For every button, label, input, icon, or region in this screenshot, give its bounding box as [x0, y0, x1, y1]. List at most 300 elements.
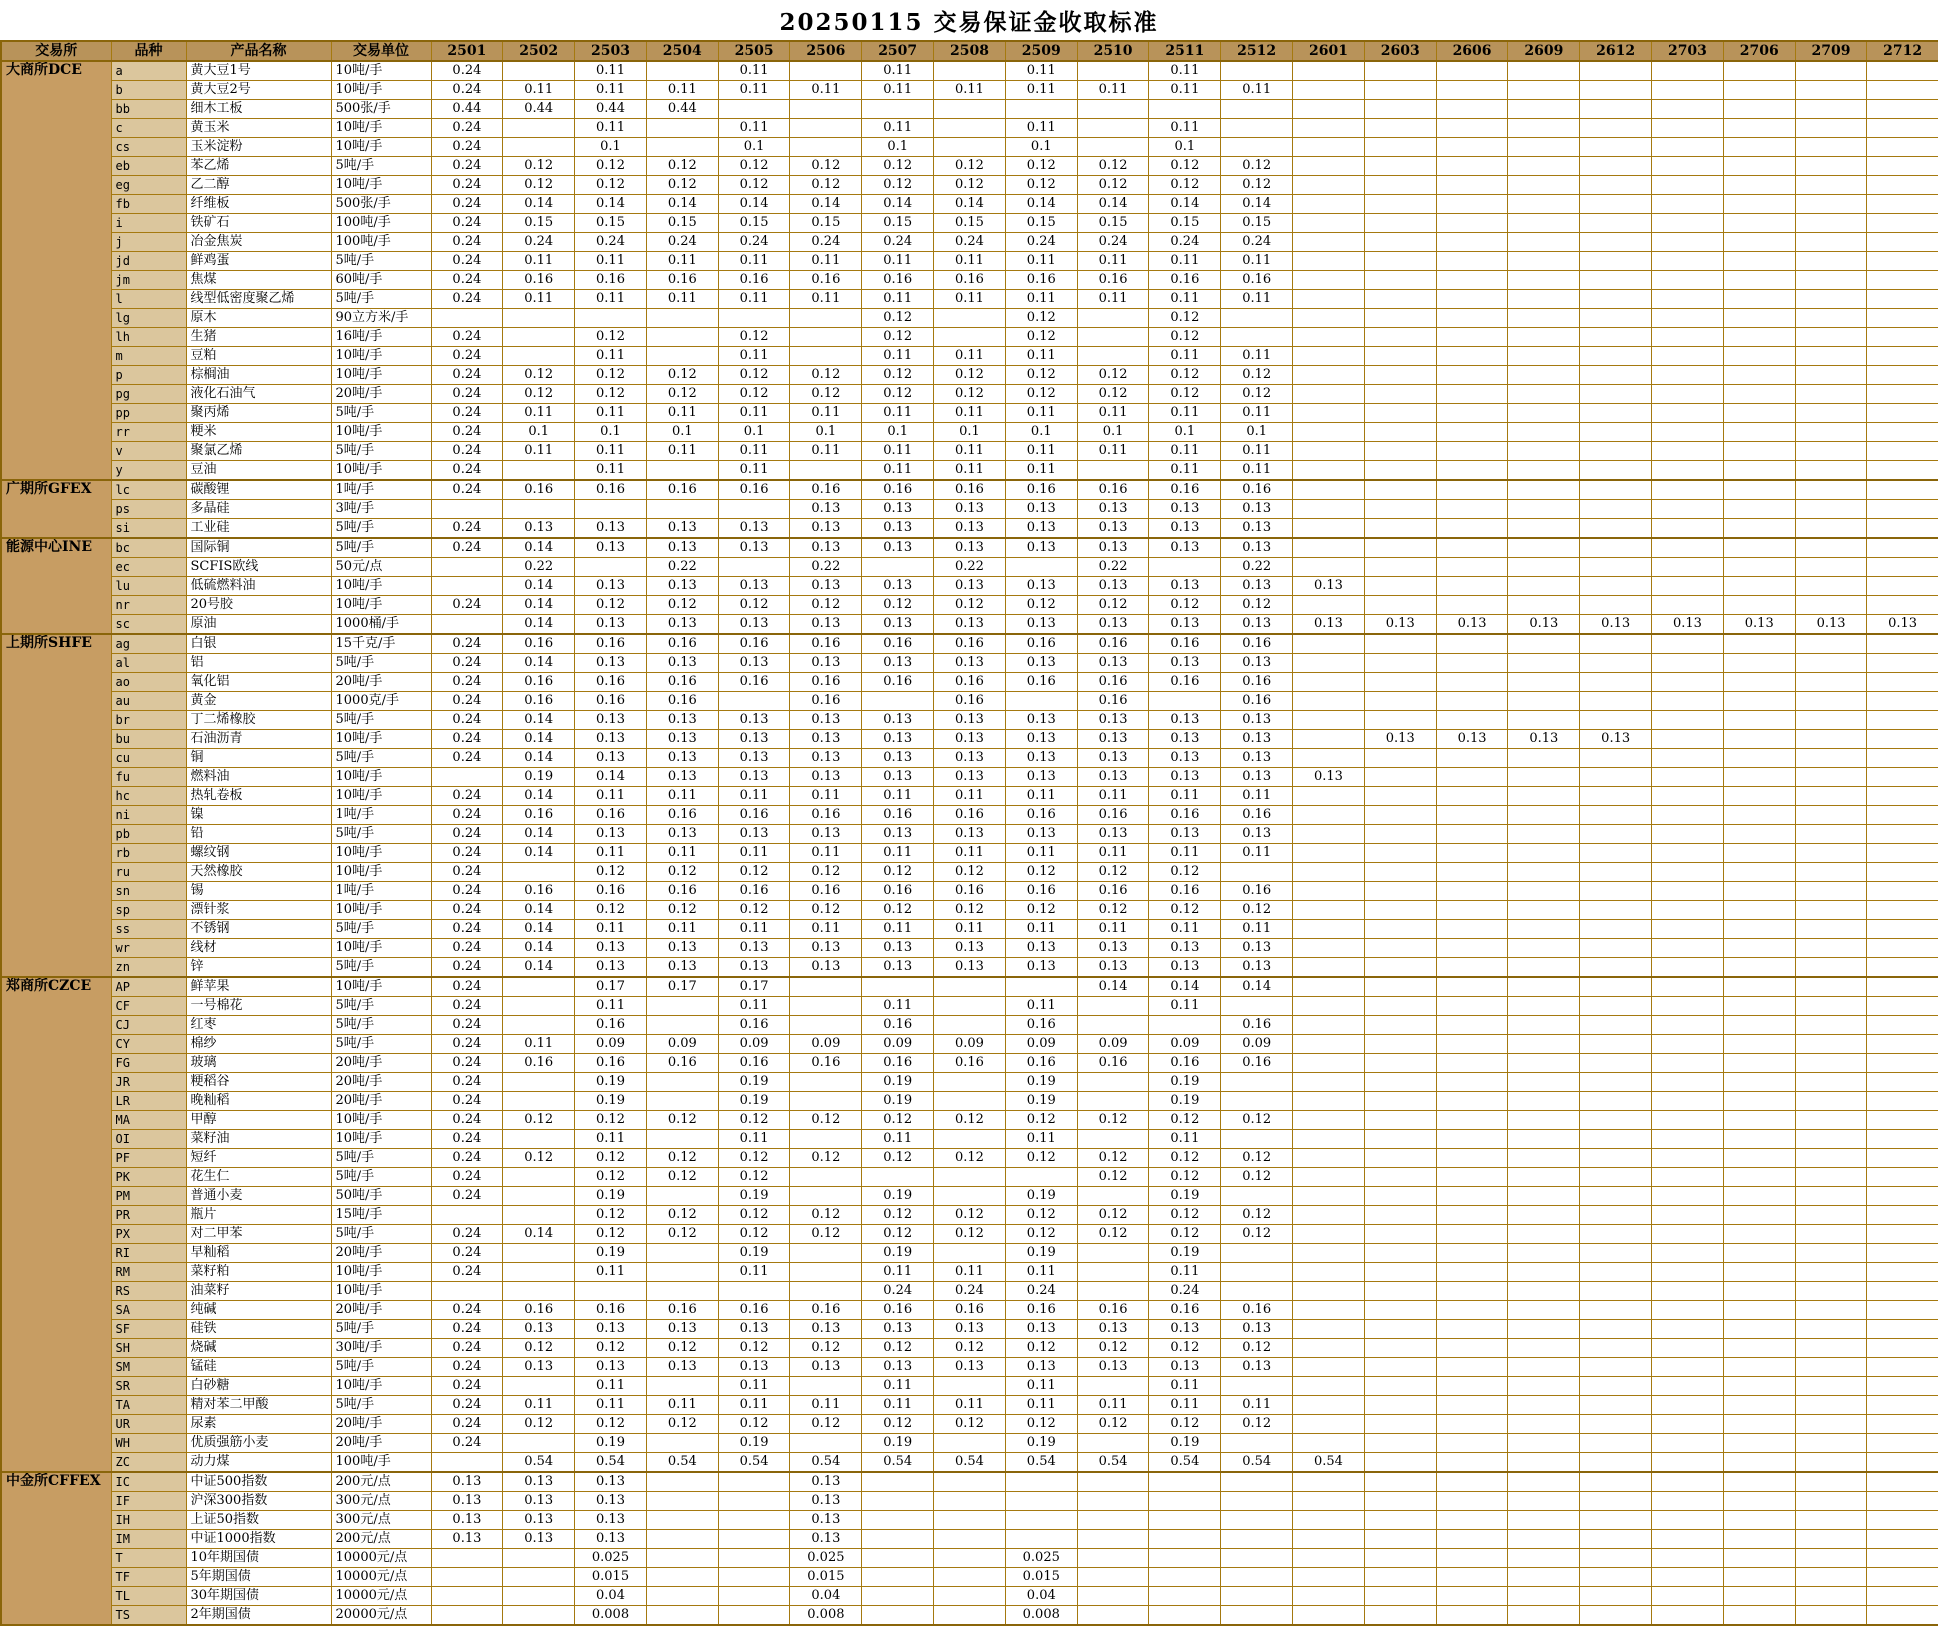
margin-cell[interactable]	[1867, 806, 1938, 825]
unit-cell[interactable]: 15吨/手	[331, 1206, 431, 1225]
margin-cell[interactable]	[1867, 81, 1938, 100]
margin-cell[interactable]	[790, 1377, 862, 1396]
margin-cell[interactable]: 0.24	[431, 1263, 503, 1282]
margin-cell[interactable]: 0.13	[575, 1511, 647, 1530]
variety-code-cell[interactable]: TL	[111, 1587, 186, 1606]
margin-cell[interactable]	[1795, 825, 1867, 844]
margin-cell[interactable]	[1580, 328, 1652, 347]
margin-cell[interactable]	[1795, 1263, 1867, 1282]
margin-cell[interactable]	[1795, 1035, 1867, 1054]
margin-cell[interactable]: 0.12	[718, 1206, 790, 1225]
margin-cell[interactable]: 0.24	[431, 1244, 503, 1263]
margin-cell[interactable]: 0.04	[575, 1587, 647, 1606]
month-header-2506[interactable]: 2506	[790, 41, 862, 61]
margin-cell[interactable]	[1364, 480, 1436, 500]
margin-cell[interactable]	[934, 1434, 1006, 1453]
product-name-cell[interactable]: 红枣	[186, 1016, 331, 1035]
margin-cell[interactable]	[1723, 233, 1795, 252]
margin-cell[interactable]: 0.11	[1005, 252, 1077, 271]
margin-cell[interactable]	[718, 1530, 790, 1549]
margin-cell[interactable]: 0.13	[934, 958, 1006, 978]
margin-cell[interactable]: 0.54	[1149, 1453, 1221, 1473]
margin-cell[interactable]: 0.24	[431, 138, 503, 157]
exchange-cell[interactable]: 广期所GFEX	[1, 480, 111, 538]
margin-cell[interactable]: 0.12	[790, 1111, 862, 1130]
margin-cell[interactable]	[1436, 558, 1508, 577]
margin-cell[interactable]	[1077, 461, 1149, 481]
margin-cell[interactable]	[1652, 290, 1724, 309]
margin-cell[interactable]	[1723, 844, 1795, 863]
margin-cell[interactable]	[1436, 423, 1508, 442]
margin-cell[interactable]: 0.16	[790, 882, 862, 901]
margin-cell[interactable]: 0.13	[790, 1472, 862, 1492]
margin-cell[interactable]	[1867, 309, 1938, 328]
margin-cell[interactable]	[1364, 81, 1436, 100]
variety-code-cell[interactable]: nr	[111, 596, 186, 615]
margin-cell[interactable]: 0.11	[718, 442, 790, 461]
margin-cell[interactable]	[1723, 347, 1795, 366]
margin-cell[interactable]	[1364, 309, 1436, 328]
margin-cell[interactable]	[1364, 825, 1436, 844]
margin-cell[interactable]: 0.13	[1149, 500, 1221, 519]
margin-cell[interactable]	[1293, 404, 1365, 423]
column-header-product[interactable]: 产品名称	[186, 41, 331, 61]
margin-cell[interactable]	[1077, 309, 1149, 328]
margin-cell[interactable]: 0.16	[862, 271, 934, 290]
margin-cell[interactable]: 0.13	[1436, 730, 1508, 749]
margin-cell[interactable]: 0.15	[718, 214, 790, 233]
margin-cell[interactable]	[1652, 423, 1724, 442]
month-header-2504[interactable]: 2504	[646, 41, 718, 61]
margin-cell[interactable]: 0.11	[862, 787, 934, 806]
margin-cell[interactable]: 0.13	[862, 538, 934, 558]
product-name-cell[interactable]: 铝	[186, 654, 331, 673]
margin-cell[interactable]	[1795, 423, 1867, 442]
margin-cell[interactable]: 0.54	[1293, 1453, 1365, 1473]
margin-cell[interactable]: 0.16	[503, 634, 575, 654]
month-header-2709[interactable]: 2709	[1795, 41, 1867, 61]
margin-cell[interactable]: 0.12	[862, 1225, 934, 1244]
margin-cell[interactable]: 0.11	[862, 1263, 934, 1282]
product-name-cell[interactable]: 镍	[186, 806, 331, 825]
margin-cell[interactable]	[1867, 1206, 1938, 1225]
margin-cell[interactable]	[1867, 1054, 1938, 1073]
margin-cell[interactable]	[1364, 442, 1436, 461]
margin-cell[interactable]	[1293, 1168, 1365, 1187]
margin-cell[interactable]	[503, 1206, 575, 1225]
variety-code-cell[interactable]: UR	[111, 1415, 186, 1434]
margin-cell[interactable]	[1795, 1054, 1867, 1073]
margin-cell[interactable]	[1580, 61, 1652, 81]
margin-cell[interactable]	[1364, 538, 1436, 558]
margin-cell[interactable]: 0.13	[790, 500, 862, 519]
margin-cell[interactable]: 0.24	[431, 730, 503, 749]
margin-cell[interactable]: 0.11	[646, 442, 718, 461]
margin-cell[interactable]	[1723, 1206, 1795, 1225]
margin-cell[interactable]: 0.14	[503, 596, 575, 615]
margin-cell[interactable]: 0.16	[862, 1016, 934, 1035]
margin-cell[interactable]	[1795, 1320, 1867, 1339]
margin-cell[interactable]	[1580, 290, 1652, 309]
margin-cell[interactable]	[1508, 882, 1580, 901]
margin-cell[interactable]: 0.54	[862, 1453, 934, 1473]
margin-cell[interactable]: 0.13	[934, 577, 1006, 596]
margin-cell[interactable]: 0.14	[1077, 977, 1149, 997]
margin-cell[interactable]	[1867, 1396, 1938, 1415]
margin-cell[interactable]	[1077, 1530, 1149, 1549]
margin-cell[interactable]: 0.13	[718, 825, 790, 844]
margin-cell[interactable]	[1867, 461, 1938, 481]
margin-cell[interactable]	[1723, 1339, 1795, 1358]
margin-cell[interactable]: 0.19	[862, 1092, 934, 1111]
margin-cell[interactable]: 0.12	[1149, 1225, 1221, 1244]
margin-cell[interactable]: 0.12	[790, 1149, 862, 1168]
margin-cell[interactable]	[1221, 1492, 1293, 1511]
margin-cell[interactable]	[1508, 844, 1580, 863]
margin-cell[interactable]: 0.19	[718, 1434, 790, 1453]
margin-cell[interactable]: 0.16	[503, 882, 575, 901]
margin-cell[interactable]	[1149, 1530, 1221, 1549]
margin-cell[interactable]	[1867, 673, 1938, 692]
margin-cell[interactable]	[1508, 558, 1580, 577]
margin-cell[interactable]	[1795, 1282, 1867, 1301]
margin-cell[interactable]	[1293, 176, 1365, 195]
margin-cell[interactable]: 0.11	[575, 119, 647, 138]
margin-cell[interactable]: 0.16	[503, 806, 575, 825]
margin-cell[interactable]	[1867, 863, 1938, 882]
margin-cell[interactable]: 0.13	[1149, 711, 1221, 730]
margin-cell[interactable]	[503, 1073, 575, 1092]
margin-cell[interactable]: 0.11	[862, 119, 934, 138]
margin-cell[interactable]	[1795, 252, 1867, 271]
margin-cell[interactable]	[1723, 366, 1795, 385]
margin-cell[interactable]	[1652, 1111, 1724, 1130]
margin-cell[interactable]: 0.12	[1149, 1168, 1221, 1187]
margin-cell[interactable]	[1580, 1530, 1652, 1549]
margin-cell[interactable]: 0.11	[575, 404, 647, 423]
margin-cell[interactable]	[1580, 673, 1652, 692]
unit-cell[interactable]: 300元/点	[331, 1511, 431, 1530]
margin-cell[interactable]	[1867, 195, 1938, 214]
margin-cell[interactable]	[1436, 1587, 1508, 1606]
margin-cell[interactable]	[1508, 1225, 1580, 1244]
unit-cell[interactable]: 10吨/手	[331, 977, 431, 997]
unit-cell[interactable]: 100吨/手	[331, 214, 431, 233]
margin-cell[interactable]	[1867, 1320, 1938, 1339]
margin-cell[interactable]	[1436, 1149, 1508, 1168]
margin-cell[interactable]: 0.19	[862, 1073, 934, 1092]
margin-cell[interactable]: 0.12	[934, 1149, 1006, 1168]
margin-cell[interactable]: 0.24	[503, 233, 575, 252]
margin-cell[interactable]: 0.14	[1005, 195, 1077, 214]
margin-cell[interactable]: 0.12	[503, 176, 575, 195]
margin-cell[interactable]: 0.12	[718, 901, 790, 920]
margin-cell[interactable]: 0.16	[1149, 634, 1221, 654]
margin-cell[interactable]	[646, 1530, 718, 1549]
margin-cell[interactable]	[1652, 1016, 1724, 1035]
margin-cell[interactable]	[1508, 519, 1580, 539]
margin-cell[interactable]	[1723, 100, 1795, 119]
margin-cell[interactable]	[646, 1282, 718, 1301]
margin-cell[interactable]: 0.11	[575, 1377, 647, 1396]
margin-cell[interactable]	[1580, 1377, 1652, 1396]
margin-cell[interactable]	[503, 309, 575, 328]
unit-cell[interactable]: 10吨/手	[331, 366, 431, 385]
margin-cell[interactable]: 0.12	[718, 1339, 790, 1358]
variety-code-cell[interactable]: SA	[111, 1301, 186, 1320]
product-name-cell[interactable]: 螺纹钢	[186, 844, 331, 863]
margin-cell[interactable]	[1867, 1130, 1938, 1149]
margin-cell[interactable]	[1652, 692, 1724, 711]
variety-code-cell[interactable]: lc	[111, 480, 186, 500]
margin-cell[interactable]	[1077, 347, 1149, 366]
margin-cell[interactable]: 0.24	[431, 461, 503, 481]
margin-cell[interactable]	[1867, 939, 1938, 958]
margin-cell[interactable]	[646, 1549, 718, 1568]
margin-cell[interactable]	[1580, 1187, 1652, 1206]
margin-cell[interactable]	[1508, 901, 1580, 920]
variety-code-cell[interactable]: IF	[111, 1492, 186, 1511]
margin-cell[interactable]: 0.13	[862, 825, 934, 844]
product-name-cell[interactable]: 30年期国债	[186, 1587, 331, 1606]
margin-cell[interactable]	[1508, 138, 1580, 157]
margin-cell[interactable]	[1508, 1377, 1580, 1396]
margin-cell[interactable]	[1580, 157, 1652, 176]
margin-cell[interactable]: 0.24	[718, 233, 790, 252]
margin-cell[interactable]	[1795, 138, 1867, 157]
margin-cell[interactable]: 0.13	[1149, 654, 1221, 673]
margin-cell[interactable]	[1149, 1606, 1221, 1626]
margin-cell[interactable]	[1364, 252, 1436, 271]
margin-cell[interactable]: 0.13	[1723, 615, 1795, 635]
margin-cell[interactable]: 0.11	[718, 347, 790, 366]
unit-cell[interactable]: 5吨/手	[331, 1358, 431, 1377]
margin-cell[interactable]	[1436, 1054, 1508, 1073]
margin-cell[interactable]: 0.11	[1077, 442, 1149, 461]
margin-cell[interactable]	[790, 1130, 862, 1149]
unit-cell[interactable]: 10吨/手	[331, 138, 431, 157]
margin-cell[interactable]	[1580, 1130, 1652, 1149]
margin-cell[interactable]: 0.13	[862, 500, 934, 519]
margin-cell[interactable]: 0.13	[575, 749, 647, 768]
margin-cell[interactable]	[1867, 1282, 1938, 1301]
margin-cell[interactable]	[1580, 634, 1652, 654]
margin-cell[interactable]: 0.12	[862, 328, 934, 347]
product-name-cell[interactable]: 油菜籽	[186, 1282, 331, 1301]
margin-cell[interactable]: 0.11	[934, 252, 1006, 271]
margin-cell[interactable]: 0.11	[1077, 404, 1149, 423]
margin-cell[interactable]	[1652, 347, 1724, 366]
margin-cell[interactable]	[934, 1472, 1006, 1492]
margin-cell[interactable]: 0.13	[1077, 711, 1149, 730]
margin-cell[interactable]	[646, 1130, 718, 1149]
margin-cell[interactable]	[1652, 1396, 1724, 1415]
margin-cell[interactable]	[1580, 958, 1652, 978]
margin-cell[interactable]: 0.13	[1005, 711, 1077, 730]
margin-cell[interactable]	[1436, 920, 1508, 939]
margin-cell[interactable]	[1293, 519, 1365, 539]
margin-cell[interactable]	[1723, 958, 1795, 978]
product-name-cell[interactable]: 10年期国债	[186, 1549, 331, 1568]
margin-cell[interactable]	[1508, 997, 1580, 1016]
margin-cell[interactable]	[1652, 195, 1724, 214]
margin-cell[interactable]	[1652, 1149, 1724, 1168]
margin-cell[interactable]	[1795, 654, 1867, 673]
margin-cell[interactable]: 0.13	[718, 768, 790, 787]
margin-cell[interactable]: 0.24	[431, 1035, 503, 1054]
margin-cell[interactable]: 0.16	[1077, 806, 1149, 825]
margin-cell[interactable]: 0.11	[1005, 461, 1077, 481]
margin-cell[interactable]: 0.12	[575, 385, 647, 404]
product-name-cell[interactable]: 国际铜	[186, 538, 331, 558]
margin-cell[interactable]: 0.13	[1077, 654, 1149, 673]
unit-cell[interactable]: 10吨/手	[331, 423, 431, 442]
margin-cell[interactable]: 0.19	[1149, 1244, 1221, 1263]
margin-cell[interactable]	[934, 1168, 1006, 1187]
margin-cell[interactable]: 0.16	[646, 1301, 718, 1320]
margin-cell[interactable]	[431, 768, 503, 787]
margin-cell[interactable]: 0.12	[1149, 1149, 1221, 1168]
margin-cell[interactable]: 0.11	[575, 920, 647, 939]
unit-cell[interactable]: 10000元/点	[331, 1568, 431, 1587]
margin-cell[interactable]	[1580, 1320, 1652, 1339]
margin-cell[interactable]	[1293, 939, 1365, 958]
variety-code-cell[interactable]: OI	[111, 1130, 186, 1149]
margin-cell[interactable]: 0.19	[862, 1434, 934, 1453]
margin-cell[interactable]	[934, 1073, 1006, 1092]
margin-cell[interactable]: 0.11	[1221, 252, 1293, 271]
margin-cell[interactable]: 0.11	[862, 442, 934, 461]
margin-cell[interactable]	[1005, 1472, 1077, 1492]
margin-cell[interactable]: 0.12	[790, 1206, 862, 1225]
month-header-2505[interactable]: 2505	[718, 41, 790, 61]
margin-cell[interactable]	[1436, 1568, 1508, 1587]
margin-cell[interactable]	[1293, 787, 1365, 806]
month-header-2507[interactable]: 2507	[862, 41, 934, 61]
margin-cell[interactable]	[1436, 100, 1508, 119]
variety-code-cell[interactable]: PF	[111, 1149, 186, 1168]
margin-cell[interactable]	[718, 1511, 790, 1530]
margin-cell[interactable]	[1293, 328, 1365, 347]
margin-cell[interactable]	[1508, 214, 1580, 233]
variety-code-cell[interactable]: p	[111, 366, 186, 385]
margin-cell[interactable]	[575, 309, 647, 328]
margin-cell[interactable]	[1508, 442, 1580, 461]
margin-cell[interactable]	[1436, 958, 1508, 978]
margin-cell[interactable]: 0.09	[575, 1035, 647, 1054]
margin-cell[interactable]	[1364, 385, 1436, 404]
margin-cell[interactable]	[503, 1244, 575, 1263]
margin-cell[interactable]	[646, 138, 718, 157]
margin-cell[interactable]: 0.44	[503, 100, 575, 119]
variety-code-cell[interactable]: wr	[111, 939, 186, 958]
margin-cell[interactable]: 0.24	[575, 233, 647, 252]
margin-cell[interactable]: 0.11	[1005, 1263, 1077, 1282]
margin-cell[interactable]	[862, 1587, 934, 1606]
product-name-cell[interactable]: 甲醇	[186, 1111, 331, 1130]
margin-cell[interactable]	[1508, 939, 1580, 958]
margin-cell[interactable]	[1149, 100, 1221, 119]
margin-cell[interactable]	[1293, 480, 1365, 500]
margin-cell[interactable]	[503, 1549, 575, 1568]
margin-cell[interactable]: 0.11	[862, 920, 934, 939]
margin-cell[interactable]	[1436, 1092, 1508, 1111]
margin-cell[interactable]	[503, 1587, 575, 1606]
margin-cell[interactable]: 0.13	[1077, 615, 1149, 635]
margin-cell[interactable]: 0.11	[862, 844, 934, 863]
margin-cell[interactable]: 0.14	[503, 901, 575, 920]
margin-cell[interactable]	[1867, 119, 1938, 138]
margin-cell[interactable]: 0.24	[431, 366, 503, 385]
margin-cell[interactable]	[1580, 480, 1652, 500]
margin-cell[interactable]: 0.13	[1005, 577, 1077, 596]
unit-cell[interactable]: 5吨/手	[331, 290, 431, 309]
margin-cell[interactable]	[1364, 977, 1436, 997]
margin-cell[interactable]: 0.13	[646, 825, 718, 844]
margin-cell[interactable]	[1436, 1511, 1508, 1530]
margin-cell[interactable]	[1221, 100, 1293, 119]
margin-cell[interactable]	[1867, 730, 1938, 749]
margin-cell[interactable]	[790, 977, 862, 997]
margin-cell[interactable]	[1436, 1492, 1508, 1511]
margin-cell[interactable]: 0.16	[718, 1016, 790, 1035]
unit-cell[interactable]: 5吨/手	[331, 1149, 431, 1168]
margin-cell[interactable]	[1508, 1206, 1580, 1225]
margin-cell[interactable]	[503, 138, 575, 157]
product-name-cell[interactable]: 漂针浆	[186, 901, 331, 920]
margin-cell[interactable]	[1364, 366, 1436, 385]
margin-cell[interactable]: 0.11	[718, 1130, 790, 1149]
margin-cell[interactable]	[1077, 1016, 1149, 1035]
margin-cell[interactable]	[1293, 1511, 1365, 1530]
margin-cell[interactable]	[1580, 1301, 1652, 1320]
variety-code-cell[interactable]: ru	[111, 863, 186, 882]
margin-cell[interactable]	[1364, 787, 1436, 806]
margin-cell[interactable]: 0.16	[934, 806, 1006, 825]
product-name-cell[interactable]: 石油沥青	[186, 730, 331, 749]
margin-cell[interactable]	[1580, 1511, 1652, 1530]
margin-cell[interactable]	[1580, 901, 1652, 920]
unit-cell[interactable]: 10吨/手	[331, 1130, 431, 1149]
margin-cell[interactable]	[431, 1282, 503, 1301]
margin-cell[interactable]: 0.015	[575, 1568, 647, 1587]
margin-cell[interactable]: 0.12	[575, 1339, 647, 1358]
margin-cell[interactable]: 0.12	[1005, 309, 1077, 328]
margin-cell[interactable]	[1580, 692, 1652, 711]
margin-cell[interactable]	[1723, 271, 1795, 290]
margin-cell[interactable]: 0.13	[790, 654, 862, 673]
margin-cell[interactable]: 0.24	[431, 1358, 503, 1377]
margin-cell[interactable]	[1723, 1492, 1795, 1511]
margin-cell[interactable]	[1580, 654, 1652, 673]
unit-cell[interactable]: 10吨/手	[331, 577, 431, 596]
margin-cell[interactable]: 0.14	[503, 538, 575, 558]
margin-cell[interactable]: 0.11	[646, 787, 718, 806]
margin-cell[interactable]	[1867, 538, 1938, 558]
margin-cell[interactable]	[1436, 825, 1508, 844]
margin-cell[interactable]	[1652, 1225, 1724, 1244]
margin-cell[interactable]	[1867, 1301, 1938, 1320]
margin-cell[interactable]	[1364, 1282, 1436, 1301]
margin-cell[interactable]: 0.24	[431, 692, 503, 711]
margin-cell[interactable]: 0.13	[1077, 730, 1149, 749]
margin-cell[interactable]: 0.13	[718, 1320, 790, 1339]
margin-cell[interactable]	[1293, 1130, 1365, 1149]
margin-cell[interactable]: 0.13	[1149, 538, 1221, 558]
margin-cell[interactable]	[1293, 233, 1365, 252]
margin-cell[interactable]	[1436, 442, 1508, 461]
variety-code-cell[interactable]: v	[111, 442, 186, 461]
